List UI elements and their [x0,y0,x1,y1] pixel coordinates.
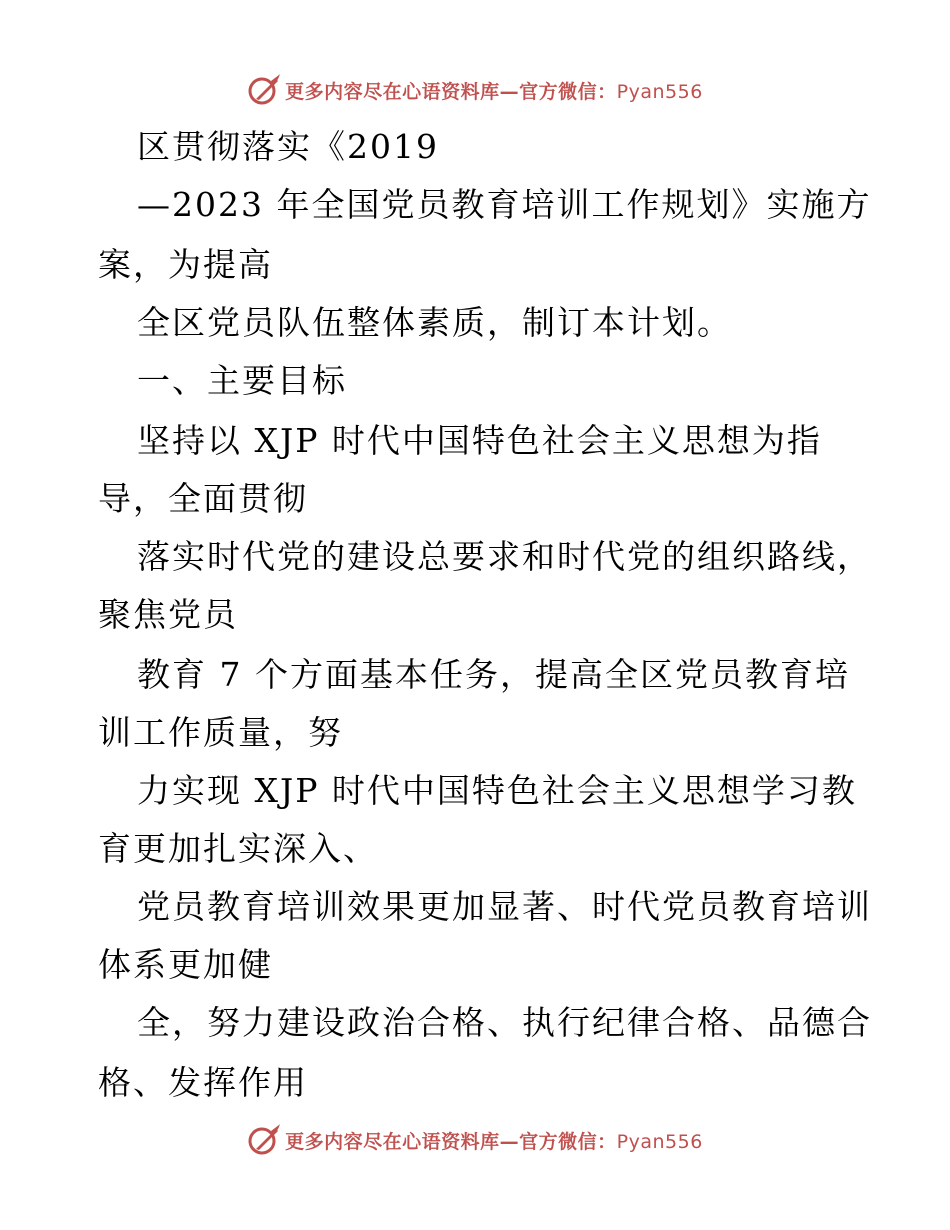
body-line: 落实时代党的建设总要求和时代党的组织路线， [137,537,872,576]
body-line: 育更加扎实深入、 [98,829,378,868]
body-line: 力实现 XJP 时代中国特色社会主义思想学习教 [137,771,857,810]
body-line: 格、发挥作用 [98,1063,308,1102]
watermark-account: Pyan556 [616,80,703,103]
body-line: 体系更加健 [98,945,273,984]
body-line: 坚持以 XJP 时代中国特色社会主义思想为指 [137,421,822,460]
watermark-text: 更多内容尽在心语资料库—官方微信：Pyan556 [285,80,703,103]
body-line: 全区党员队伍整体素质，制订本计划。 [137,303,732,342]
watermark-account: Pyan556 [616,1130,703,1153]
body-line: 教育 7 个方面基本任务，提高全区党员教育培 [137,655,850,694]
body-line: 导，全面贯彻 [98,479,308,518]
body-line: 全，努力建设政治合格、执行纪律合格、品德合 [137,1003,872,1042]
quill-circle-logo-icon [247,73,281,107]
body-line: 案，为提高 [98,245,273,284]
body-line: 训工作质量，努 [98,713,343,752]
header-watermark [0,68,950,112]
quill-circle-logo-icon [247,1123,281,1157]
body-line: 聚焦党员 [98,595,238,634]
body-line: —2023 年全国党员教育培训工作规划》实施方 [137,185,872,224]
section-heading: 一、主要目标 [137,361,347,400]
body-line: 区贯彻落实《2019 [137,127,439,166]
watermark-text: 更多内容尽在心语资料库—官方微信：Pyan556 [285,1130,703,1153]
body-line: 党员教育培训效果更加显著、时代党员教育培训 [137,887,872,926]
footer-watermark [0,1118,950,1162]
